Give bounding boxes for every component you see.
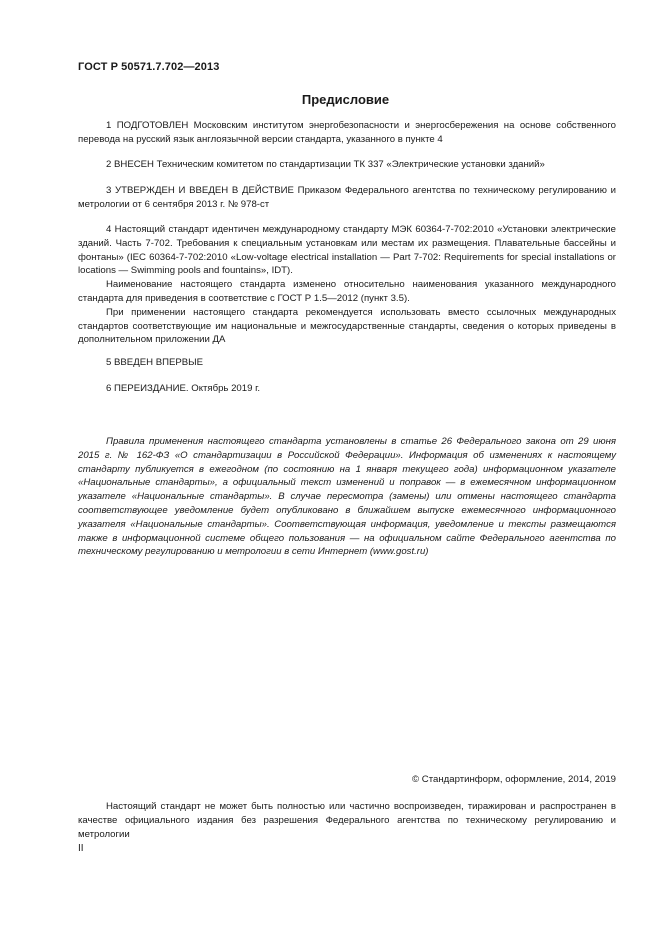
foreword-item-4-references-note: При применении настоящего стандарта рекомендуется использовать вместо ссылочных международных стандартов соответствующие им национальные и межгосударственные стандарты, сведения о которых приведены в дополнительном приложении ДА [78, 306, 616, 346]
foreword-item-3-text: 3 УТВЕРЖДЕН И ВВЕДЕН В ДЕЙСТВИЕ Приказом Федерального агентства по техническому регулированию и метрологии от 6 сентября 2013 г. № 978-ст [78, 185, 616, 210]
page-title: Предисловие [301, 92, 390, 107]
copyright-line: © Стандартинформ, оформление, 2014, 2019 [412, 774, 616, 785]
foreword-item-6 [78, 382, 616, 396]
application-rules-notice [78, 435, 616, 559]
reproduction-rights [78, 800, 616, 841]
reproduction-rights-text: Настоящий стандарт не может быть полностью или частично воспроизведен, тиражирован и распространен в качестве официального издания без разрешения Федерального агентства по техническому регулированию и метрологии [78, 801, 616, 840]
foreword-item-2 [78, 158, 616, 172]
foreword-item-1-text: 1 ПОДГОТОВЛЕН Московским институтом энергобезопасности и энергосбережения на основе собственного перевода на русский язык англоязычной версии стандарта, указанного в пункте 4 [78, 120, 616, 145]
page-number: II [78, 843, 84, 854]
foreword-item-1 [78, 119, 616, 147]
application-rules-text: Правила применения настоящего стандарта установлены в статье 26 Федерального закона от 29 июня 2015 г. № 162-ФЗ «О стандартизации в Российской Федерации». Информация об изменениях к настоящему стандарту публикуется в ежегодном (по состоянию на 1 января текущего года) информационном указателе «Национальные стандарты», а официальный текст изменений и поправок — в ежемесячном информационном указателе «Национальные стандарты». В случае пересмотра (замены) или отмены настоящего стандарта соответствующее уведомление будет опубликовано в ближайшем выпуске ежемесячного информационного указателя «Национальные стандарты». Соответствующая информация, уведомление и тексты размещаются также в информационной системе общего пользования — на официальном сайте Федерального агентства по техническому регулированию и метрологии в сети Интернет (www.gost.ru) [78, 436, 616, 558]
foreword-item-5 [78, 356, 616, 370]
foreword-item-4 [78, 223, 616, 347]
foreword-item-5-text: 5 ВВЕДЕН ВПЕРВЫЕ [106, 357, 204, 368]
standard-code: ГОСТ Р 50571.7.702—2013 [78, 61, 220, 73]
foreword-item-6-text: 6 ПЕРЕИЗДАНИЕ. Октябрь 2019 г. [106, 383, 261, 394]
foreword-item-4-name-note: Наименование настоящего стандарта изменено относительно наименования указанного международного стандарта для приведения в соответствие с ГОСТ Р 1.5—2012 (пункт 3.5). [78, 279, 616, 304]
foreword-item-4-text: 4 Настоящий стандарт идентичен международному стандарту МЭК 60364-7-702:2010 «Установки электрические зданий. Часть 7-702. Требования к специальным установкам или местам их размещения. Плавательные бассейны и фонтаны» (IEC 60364-7-702:2010 «Low-voltage electrical installation — Part 7-702: Requirements for special installations or locations — Swimming pools and fountains», IDT). [78, 224, 616, 277]
foreword-item-2-text: 2 ВНЕСЕН Техническим комитетом по стандартизации ТК 337 «Электрические установки зданий» [106, 159, 545, 170]
foreword-item-3 [78, 184, 616, 212]
